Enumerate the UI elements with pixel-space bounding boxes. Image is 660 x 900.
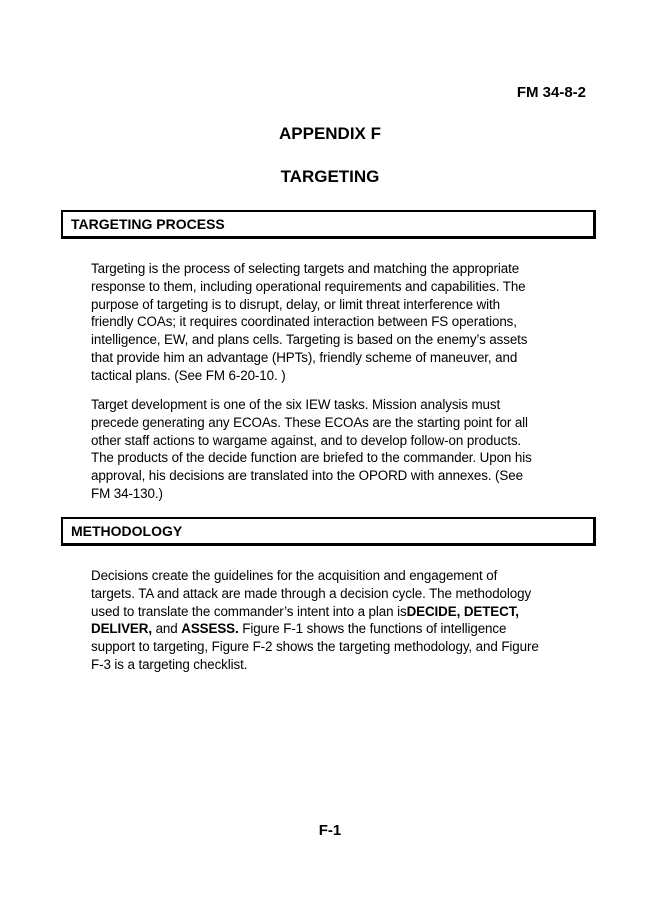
bold-term: ASSESS.	[181, 621, 239, 637]
text-line: support to targeting, Figure F-2 shows the targeting methodology, and Figure	[91, 639, 539, 655]
text-line: purpose of targeting is to disrupt, delay, or limit threat interference with	[91, 296, 500, 312]
text-line: that provide him an advantage (HPTs), friendly scheme of maneuver, and	[91, 349, 518, 365]
bold-term: DELIVER,	[91, 621, 152, 637]
text-line: F-3 is a targeting checklist.	[91, 656, 248, 672]
text-line: approval, his decisions are translated into the OPORD with annexes. (See	[91, 468, 523, 484]
section-heading-targeting-process: TARGETING PROCESS	[61, 210, 596, 239]
document-code: FM 34-8-2	[516, 84, 586, 101]
page-number: F-1	[318, 822, 342, 839]
text-line: precede generating any ECOAs. These ECOAs are the starting point for all	[91, 414, 528, 430]
text-run: used to translate the commander’s intent into a plan is	[91, 603, 407, 619]
text-line: Target development is one of the six IEW tasks. Mission analysis must	[91, 397, 501, 412]
text-line: targets. TA and attack are made through a decision cycle. The methodology	[91, 585, 532, 601]
text-line: FM 34-130.)	[91, 485, 163, 501]
text-line: response to them, including operational requirements and capabilities. The	[91, 278, 526, 294]
paragraph-target-development	[91, 396, 603, 503]
section-heading-methodology: METHODOLOGY	[61, 517, 596, 546]
bold-term: DECIDE, DETECT,	[406, 603, 519, 619]
text-run: Figure F-1 shows the functions of intelligence	[238, 621, 507, 637]
paragraph-targeting-definition	[91, 260, 603, 385]
text-line	[91, 620, 603, 638]
text-line: The products of the decide function are briefed to the commander. Upon his	[91, 450, 532, 466]
text-line: friendly COAs; it requires coordinated interaction between FS operations,	[91, 314, 517, 330]
text-line: Targeting is the process of selecting targets and matching the appropriate	[91, 261, 520, 276]
text-run: and	[151, 621, 182, 637]
page-title: TARGETING	[280, 167, 380, 186]
text-line: intelligence, EW, and plans cells. Targeting is based on the enemy’s assets	[91, 332, 528, 348]
text-line: Decisions create the guidelines for the acquisition and engagement of	[91, 568, 498, 583]
text-line	[91, 603, 603, 621]
paragraph-methodology	[91, 567, 603, 674]
appendix-label: APPENDIX F	[278, 124, 382, 143]
text-line: other staff actions to wargame against, and to develop follow-on products.	[91, 432, 522, 448]
text-line: tactical plans. (See FM 6-20-10. )	[91, 367, 286, 383]
